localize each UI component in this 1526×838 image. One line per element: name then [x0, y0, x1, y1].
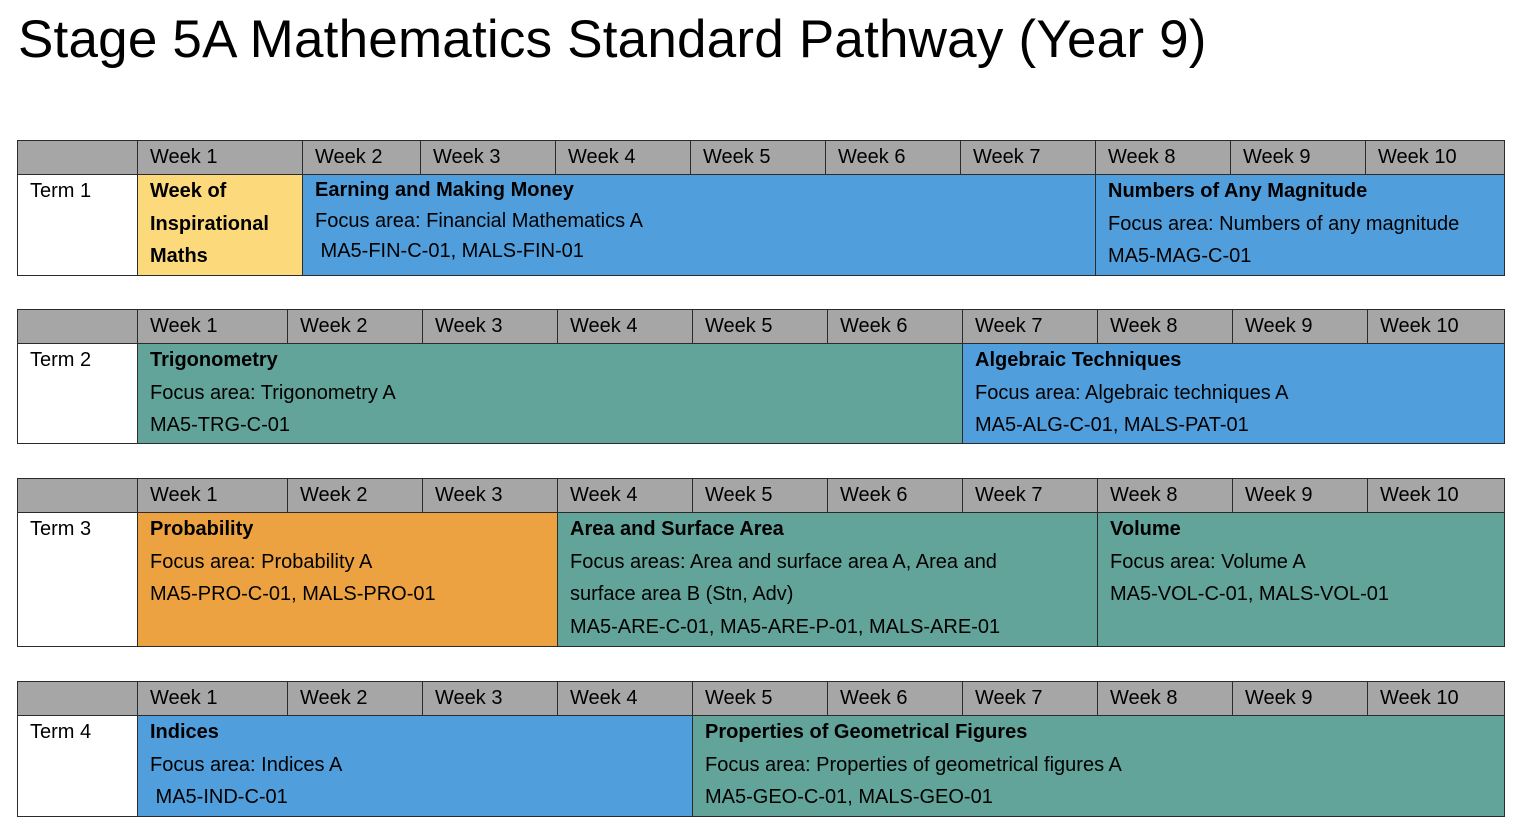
- header-corner-cell: [18, 141, 138, 175]
- week-header-cell: Week 6: [828, 310, 963, 344]
- week-header-cell: Week 2: [288, 479, 423, 513]
- term-3-table: [17, 478, 1505, 647]
- unit-outcomes: MA5-FIN-C-01, MALS-FIN-01: [315, 240, 584, 262]
- unit-outcomes: MA5-IND-C-01: [150, 786, 288, 808]
- week-header-row: [18, 141, 1505, 175]
- week-header-cell: Week 1: [138, 141, 303, 175]
- unit-title: Algebraic Techniques: [975, 349, 1182, 371]
- term-2-table: [17, 309, 1505, 444]
- week-header-cell: Week 5: [693, 682, 828, 716]
- week-header-cell: Week 2: [288, 310, 423, 344]
- week-header-cell: Week 5: [691, 141, 826, 175]
- unit-title: Week of Inspirational Maths: [150, 180, 269, 267]
- header-corner-cell: [18, 479, 138, 513]
- term-row: [18, 344, 1505, 444]
- unit-title: Volume: [1110, 518, 1181, 540]
- week-header-cell: Week 8: [1098, 310, 1233, 344]
- week-header-cell: Week 10: [1366, 141, 1505, 175]
- unit-outcomes: MA5-MAG-C-01: [1108, 245, 1252, 267]
- week-header-cell: Week 2: [303, 141, 421, 175]
- week-header-cell: Week 5: [693, 310, 828, 344]
- unit-title: Earning and Making Money: [315, 179, 574, 201]
- unit-outcomes: MA5-PRO-C-01, MALS-PRO-01: [150, 583, 436, 605]
- unit-cell-earning-money: [303, 175, 1096, 276]
- unit-focus: Focus area: Trigonometry A: [150, 381, 396, 404]
- week-header-cell: Week 8: [1096, 141, 1231, 175]
- unit-focus: Focus area: Financial Mathematics A: [315, 209, 643, 232]
- unit-cell-inspirational-maths: [138, 175, 303, 276]
- unit-outcomes: MA5-VOL-C-01, MALS-VOL-01: [1110, 583, 1389, 605]
- header-corner-cell: [18, 682, 138, 716]
- week-header-cell: Week 8: [1098, 682, 1233, 716]
- week-header-cell: Week 8: [1098, 479, 1233, 513]
- unit-cell-volume: [1098, 513, 1505, 647]
- week-header-row: [18, 479, 1505, 513]
- unit-cell-geometrical-figures: [693, 716, 1505, 817]
- unit-cell-area-surface-area: [558, 513, 1098, 647]
- term-row: [18, 513, 1505, 647]
- week-header-row: [18, 310, 1505, 344]
- unit-focus: Focus area: Numbers of any magnitude: [1108, 212, 1460, 235]
- term-label: Term 3: [18, 513, 138, 647]
- week-header-cell: Week 3: [423, 479, 558, 513]
- unit-title: Numbers of Any Magnitude: [1108, 180, 1368, 202]
- week-header-cell: Week 4: [556, 141, 691, 175]
- week-header-cell: Week 5: [693, 479, 828, 513]
- unit-title: Indices: [150, 721, 219, 743]
- unit-cell-indices: [138, 716, 693, 817]
- week-header-cell: Week 7: [961, 141, 1096, 175]
- week-header-cell: Week 6: [828, 682, 963, 716]
- week-header-cell: Week 3: [423, 682, 558, 716]
- unit-cell-numbers-magnitude: [1096, 175, 1505, 276]
- unit-outcomes: MA5-GEO-C-01, MALS-GEO-01: [705, 786, 993, 808]
- week-header-cell: Week 6: [828, 479, 963, 513]
- unit-outcomes: MA5-ARE-C-01, MA5-ARE-P-01, MALS-ARE-01: [570, 615, 1001, 638]
- page-title: Stage 5A Mathematics Standard Pathway (Year 9): [18, 10, 1207, 69]
- unit-cell-trigonometry: [138, 344, 963, 444]
- term-label: Term 2: [18, 344, 138, 444]
- week-header-cell: Week 4: [558, 682, 693, 716]
- unit-focus: Focus area: Indices A: [150, 753, 343, 776]
- unit-focus: Focus area: Probability A: [150, 550, 373, 573]
- week-header-cell: Week 4: [558, 310, 693, 344]
- unit-title: Probability: [150, 518, 254, 540]
- week-header-cell: Week 9: [1233, 479, 1368, 513]
- unit-cell-algebraic-techniques: [963, 344, 1505, 444]
- unit-focus: Focus areas: Area and surface area A, Area and surface area B (Stn, Adv): [570, 550, 997, 605]
- week-header-cell: Week 10: [1368, 479, 1505, 513]
- week-header-cell: Week 2: [288, 682, 423, 716]
- week-header-cell: Week 9: [1233, 310, 1368, 344]
- week-header-cell: Week 9: [1233, 682, 1368, 716]
- term-label: Term 4: [18, 716, 138, 817]
- week-header-cell: Week 10: [1368, 310, 1505, 344]
- week-header-cell: Week 3: [421, 141, 556, 175]
- week-header-cell: Week 4: [558, 479, 693, 513]
- unit-title: Trigonometry: [150, 349, 278, 371]
- unit-outcomes: MA5-ALG-C-01, MALS-PAT-01: [975, 414, 1249, 436]
- term-row: [18, 175, 1505, 276]
- unit-title: Area and Surface Area: [570, 518, 784, 540]
- term-1-table: [17, 140, 1505, 276]
- week-header-cell: Week 1: [138, 682, 288, 716]
- week-header-cell: Week 3: [423, 310, 558, 344]
- week-header-row: [18, 682, 1505, 716]
- unit-cell-probability: [138, 513, 558, 647]
- week-header-cell: Week 7: [963, 682, 1098, 716]
- week-header-cell: Week 7: [963, 479, 1098, 513]
- week-header-cell: Week 9: [1231, 141, 1366, 175]
- week-header-cell: Week 1: [138, 479, 288, 513]
- week-header-cell: Week 6: [826, 141, 961, 175]
- week-header-cell: Week 10: [1368, 682, 1505, 716]
- term-4-table: [17, 681, 1505, 817]
- week-header-cell: Week 7: [963, 310, 1098, 344]
- week-header-cell: Week 1: [138, 310, 288, 344]
- unit-focus: Focus area: Volume A: [1110, 550, 1306, 573]
- unit-focus: Focus area: Algebraic techniques A: [975, 381, 1289, 404]
- unit-focus: Focus area: Properties of geometrical figures A: [705, 753, 1122, 776]
- header-corner-cell: [18, 310, 138, 344]
- term-label: Term 1: [18, 175, 138, 276]
- unit-title: Properties of Geometrical Figures: [705, 721, 1028, 743]
- unit-outcomes: MA5-TRG-C-01: [150, 414, 291, 436]
- term-row: [18, 716, 1505, 817]
